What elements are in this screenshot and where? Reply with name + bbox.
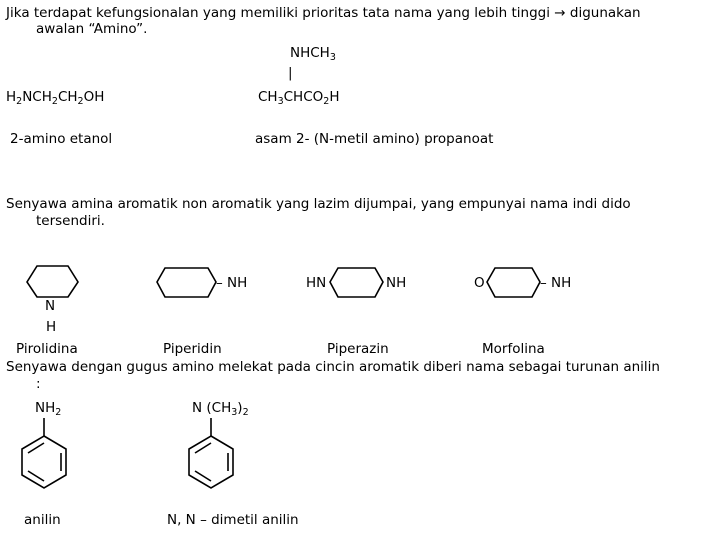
para2-line-1: Senyawa amina aromatik non aromatik yang lazim dijumpai, yang empunyai nama indi dido xyxy=(6,196,631,212)
nhch3-group: $NHCH_3$ xyxy=(290,45,336,63)
para3-line-1: Senyawa dengan gugus amino melekat pada cincin aromatik diberi nama sebagai turunan anilin xyxy=(6,359,660,375)
pyrrolidine-n-label: N xyxy=(45,298,56,314)
piperidine-nh-label: – NH xyxy=(216,275,248,291)
pyrrolidine-ring xyxy=(27,266,78,297)
para2-line-2: tersendiri. xyxy=(36,213,105,229)
anilin-nh2-label: $NH_2$ xyxy=(35,400,62,418)
piperidine-ring xyxy=(157,268,216,297)
morpholine-nh-label: – NH xyxy=(540,275,572,291)
dimetil-name: N, N – dimetil anilin xyxy=(167,512,299,528)
piperidine-name: Piperidin xyxy=(163,341,222,357)
intro-text: Jika terdapat kefungsionalan yang memiliki prioritas tata nama yang lebih tinggi xyxy=(6,5,550,21)
aminoethanol-name: 2-amino etanol xyxy=(10,131,113,147)
dimetil-group-label: N $(CH_3)_2$ xyxy=(192,400,249,418)
piperazine-ring xyxy=(330,268,383,297)
pyrrolidine-name: Pirolidina xyxy=(16,341,78,357)
aminoethanol-formula: $H_2NCH_2CH_2OH$ xyxy=(6,89,105,107)
piperazine-hn-label: HN xyxy=(306,275,327,291)
intro-text-end: digunakan xyxy=(569,5,641,21)
pyrrolidine-h-label: H xyxy=(46,319,57,335)
para3-line-2: : xyxy=(36,376,41,392)
vertical-bond: | xyxy=(288,65,293,81)
morpholine-name: Morfolina xyxy=(482,341,545,357)
morpholine-ring xyxy=(487,268,540,297)
piperazine-nh-label: NH xyxy=(386,275,407,291)
morpholine-o-label: O xyxy=(474,275,485,291)
right-arrow-icon: → xyxy=(554,5,566,21)
anilin-name: anilin xyxy=(24,512,61,528)
intro-line-2: awalan “Amino”. xyxy=(36,21,148,37)
propanoic-formula: $CH_3CHCO_2H$ xyxy=(258,89,340,107)
piperazine-name: Piperazin xyxy=(327,341,389,357)
propanoic-name: asam 2- (N-metil amino) propanoat xyxy=(255,131,494,147)
